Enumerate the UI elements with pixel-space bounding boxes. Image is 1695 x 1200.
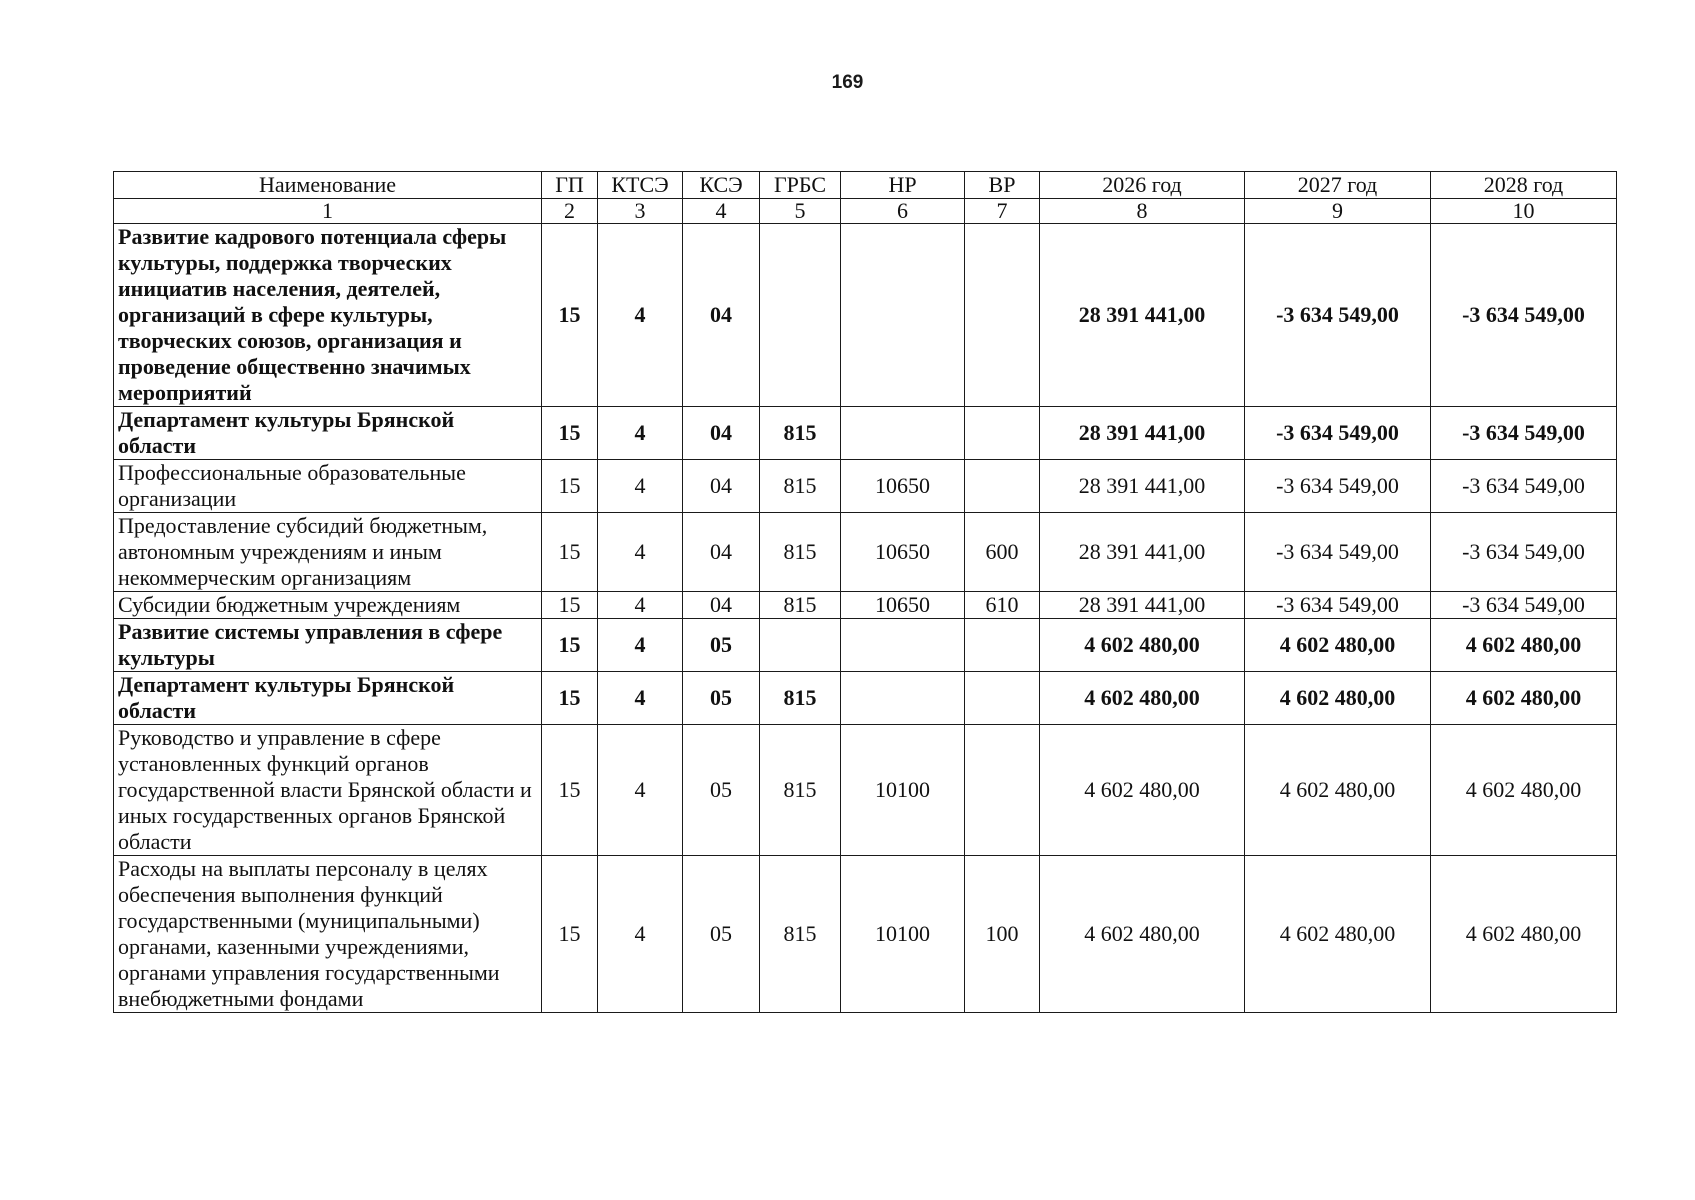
budget-table [113, 171, 1617, 1013]
cell-amount-2027: -3 634 549,00 [1245, 407, 1431, 460]
cell-amount-2027: 4 602 480,00 [1245, 619, 1431, 672]
cell-nr: 10650 [841, 592, 965, 619]
cell-name: Департамент культуры Брянской области [114, 407, 542, 460]
cell-name: Руководство и управление в сфере установленных функций органов государственной власти Брянской области и иных государственных органов Брянской области [114, 725, 542, 856]
cell-grbs: 815 [760, 460, 841, 513]
cell-ktse: 4 [598, 672, 683, 725]
cell-name: Развитие кадрового потенциала сферы культуры, поддержка творческих инициатив населения, деятелей, организаций в сфере культуры, творческих союзов, организация и проведение общественно значимых мероприятий [114, 224, 542, 407]
cell-gp: 15 [542, 619, 598, 672]
cell-nr: 10650 [841, 513, 965, 592]
column-number: 2 [542, 199, 598, 224]
cell-amount-2026: 28 391 441,00 [1040, 592, 1245, 619]
cell-vr [965, 460, 1040, 513]
cell-grbs: 815 [760, 856, 841, 1013]
cell-vr [965, 725, 1040, 856]
cell-amount-2028: -3 634 549,00 [1431, 513, 1617, 592]
cell-amount-2028: -3 634 549,00 [1431, 592, 1617, 619]
cell-amount-2026: 4 602 480,00 [1040, 619, 1245, 672]
cell-nr: 10100 [841, 725, 965, 856]
cell-ktse: 4 [598, 513, 683, 592]
cell-name: Профессиональные образовательные организации [114, 460, 542, 513]
cell-ktse: 4 [598, 460, 683, 513]
column-number: 1 [114, 199, 542, 224]
table-row [114, 407, 1617, 460]
cell-vr [965, 407, 1040, 460]
table-body [114, 224, 1617, 1013]
cell-amount-2028: 4 602 480,00 [1431, 856, 1617, 1013]
cell-grbs: 815 [760, 672, 841, 725]
header-name: Наименование [114, 172, 542, 199]
header-2027: 2027 год [1245, 172, 1431, 199]
header-vr: ВР [965, 172, 1040, 199]
cell-kse: 04 [683, 513, 760, 592]
table-row [114, 513, 1617, 592]
header-nr: НР [841, 172, 965, 199]
cell-amount-2026: 4 602 480,00 [1040, 672, 1245, 725]
cell-vr [965, 672, 1040, 725]
cell-amount-2026: 28 391 441,00 [1040, 224, 1245, 407]
cell-nr [841, 224, 965, 407]
header-2026: 2026 год [1040, 172, 1245, 199]
table-row [114, 672, 1617, 725]
table-row [114, 224, 1617, 407]
column-number: 6 [841, 199, 965, 224]
header-row [114, 172, 1617, 199]
cell-ktse: 4 [598, 619, 683, 672]
cell-nr [841, 407, 965, 460]
cell-name: Развитие системы управления в сфере культуры [114, 619, 542, 672]
cell-amount-2026: 28 391 441,00 [1040, 407, 1245, 460]
header-ktse: КТСЭ [598, 172, 683, 199]
cell-nr: 10100 [841, 856, 965, 1013]
cell-gp: 15 [542, 725, 598, 856]
cell-amount-2027: -3 634 549,00 [1245, 592, 1431, 619]
cell-grbs: 815 [760, 513, 841, 592]
cell-amount-2028: -3 634 549,00 [1431, 224, 1617, 407]
cell-gp: 15 [542, 672, 598, 725]
cell-kse: 05 [683, 672, 760, 725]
cell-amount-2026: 4 602 480,00 [1040, 725, 1245, 856]
cell-name: Предоставление субсидий бюджетным, автономным учреждениям и иным некоммерческим организациям [114, 513, 542, 592]
cell-amount-2027: -3 634 549,00 [1245, 224, 1431, 407]
column-number: 3 [598, 199, 683, 224]
cell-vr [965, 224, 1040, 407]
header-2028: 2028 год [1431, 172, 1617, 199]
cell-ktse: 4 [598, 592, 683, 619]
cell-ktse: 4 [598, 224, 683, 407]
header-grbs: ГРБС [760, 172, 841, 199]
cell-gp: 15 [542, 460, 598, 513]
cell-amount-2027: 4 602 480,00 [1245, 672, 1431, 725]
cell-gp: 15 [542, 592, 598, 619]
table-row [114, 725, 1617, 856]
column-number-row [114, 199, 1617, 224]
table-row [114, 460, 1617, 513]
cell-vr: 100 [965, 856, 1040, 1013]
cell-amount-2026: 28 391 441,00 [1040, 513, 1245, 592]
cell-vr: 610 [965, 592, 1040, 619]
cell-kse: 04 [683, 592, 760, 619]
cell-gp: 15 [542, 856, 598, 1013]
column-number: 9 [1245, 199, 1431, 224]
cell-name: Расходы на выплаты персоналу в целях обеспечения выполнения функций государственными (муниципальными) органами, казенными учреждениями, органами управления государственными внебюджетными фондами [114, 856, 542, 1013]
cell-amount-2028: 4 602 480,00 [1431, 725, 1617, 856]
cell-amount-2026: 28 391 441,00 [1040, 460, 1245, 513]
page-number: 169 [831, 72, 864, 93]
cell-vr [965, 619, 1040, 672]
cell-kse: 05 [683, 619, 760, 672]
header-kse: КСЭ [683, 172, 760, 199]
column-number: 5 [760, 199, 841, 224]
cell-amount-2028: 4 602 480,00 [1431, 672, 1617, 725]
cell-grbs: 815 [760, 407, 841, 460]
cell-name: Департамент культуры Брянской области [114, 672, 542, 725]
cell-ktse: 4 [598, 725, 683, 856]
column-number: 4 [683, 199, 760, 224]
cell-amount-2027: -3 634 549,00 [1245, 513, 1431, 592]
cell-vr: 600 [965, 513, 1040, 592]
cell-amount-2026: 4 602 480,00 [1040, 856, 1245, 1013]
cell-ktse: 4 [598, 856, 683, 1013]
cell-amount-2028: -3 634 549,00 [1431, 407, 1617, 460]
cell-kse: 04 [683, 407, 760, 460]
cell-kse: 05 [683, 856, 760, 1013]
header-gp: ГП [542, 172, 598, 199]
cell-nr [841, 619, 965, 672]
column-number: 8 [1040, 199, 1245, 224]
cell-gp: 15 [542, 224, 598, 407]
cell-amount-2027: 4 602 480,00 [1245, 856, 1431, 1013]
cell-amount-2027: -3 634 549,00 [1245, 460, 1431, 513]
cell-name: Субсидии бюджетным учреждениям [114, 592, 542, 619]
cell-nr: 10650 [841, 460, 965, 513]
column-number: 7 [965, 199, 1040, 224]
cell-nr [841, 672, 965, 725]
cell-amount-2028: -3 634 549,00 [1431, 460, 1617, 513]
column-number: 10 [1431, 199, 1617, 224]
cell-kse: 04 [683, 224, 760, 407]
cell-gp: 15 [542, 513, 598, 592]
cell-grbs: 815 [760, 592, 841, 619]
cell-kse: 05 [683, 725, 760, 856]
cell-amount-2027: 4 602 480,00 [1245, 725, 1431, 856]
table-row [114, 592, 1617, 619]
cell-gp: 15 [542, 407, 598, 460]
cell-grbs [760, 619, 841, 672]
cell-kse: 04 [683, 460, 760, 513]
cell-grbs [760, 224, 841, 407]
cell-grbs: 815 [760, 725, 841, 856]
table-row [114, 619, 1617, 672]
table-row [114, 856, 1617, 1013]
cell-amount-2028: 4 602 480,00 [1431, 619, 1617, 672]
table-header [114, 172, 1617, 224]
cell-ktse: 4 [598, 407, 683, 460]
